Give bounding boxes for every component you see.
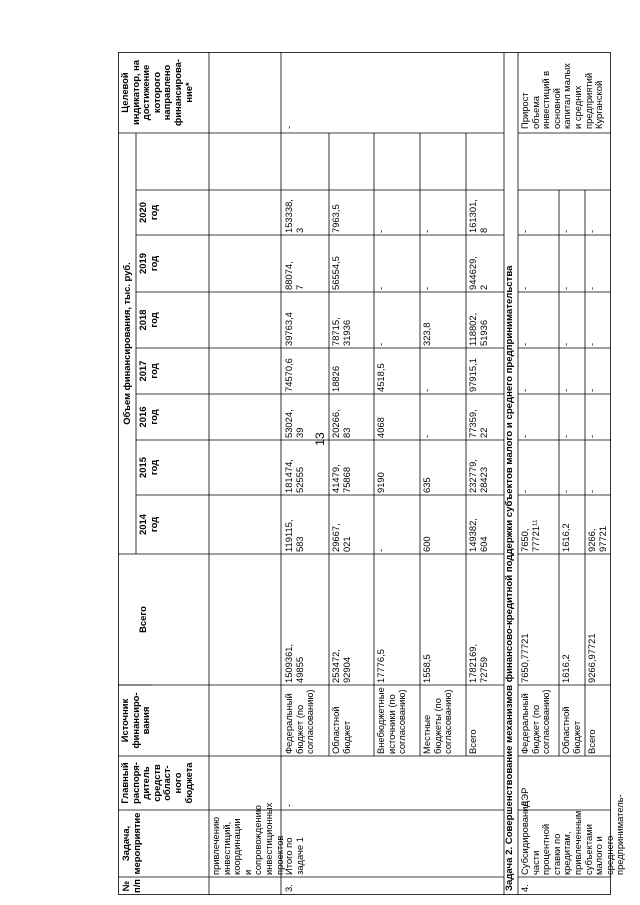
header-year: 2015 год (137, 457, 159, 478)
amount-cell: 1558,5 (421, 654, 432, 683)
header-indicator: Целевой индикатор, на достижение которого направлено финансирова- ние* (119, 59, 194, 126)
task2-title: Задача 2. Совершенствование механизмов финансово-кредитной поддержки субъектов малого и среднего предпринимательства (504, 265, 515, 891)
amount-cell: 18826 (330, 365, 341, 392)
rotated-table (118, 52, 626, 895)
funding-source-cell: Местные бюджеты (по согласованию) (421, 689, 454, 754)
amount-cell: 53024, 39 (283, 409, 305, 438)
header-year: 2018 год (137, 309, 159, 331)
amount-cell: - (519, 342, 530, 346)
row4-number: 4. (519, 884, 530, 892)
amount-cell: - (421, 286, 432, 290)
amount-cell: 1509361, 49855 (283, 643, 305, 683)
amount-cell: 78715, 31936 (330, 317, 352, 346)
amount-cell: 153338, 3 (283, 199, 305, 233)
amount-cell: - (375, 229, 386, 233)
amount-cell: - (586, 434, 597, 438)
row4-task: Субсидирование части процентной ставки по кредитам, привлеченным субъектами малого и среднего предприниматель- (519, 794, 626, 875)
amount-cell: 600 (421, 536, 432, 552)
funding-source-cell: Областной бюджет (330, 706, 352, 754)
row4-manager: ДЭР (519, 787, 530, 807)
amount-cell: - (519, 434, 530, 438)
amount-cell: - (519, 489, 530, 493)
amount-cell: - (421, 434, 432, 438)
header-manager: Главный распоря- дитель средств област- ного бюджета (119, 762, 194, 804)
amount-cell: 149382, 604 (467, 518, 489, 552)
amount-cell: 4068 (375, 417, 386, 438)
amount-cell: 1782169, 72759 (467, 643, 489, 683)
header-total: Всего (137, 606, 148, 633)
amount-cell: - (421, 388, 432, 392)
amount-cell: 944629, 2 (467, 256, 489, 290)
amount-cell: - (560, 388, 571, 392)
amount-cell: 7650,77721 (519, 633, 530, 683)
amount-cell: 41479, 75868 (330, 464, 352, 493)
amount-cell: - (560, 434, 571, 438)
amount-cell: - (586, 489, 597, 493)
amount-cell: - (586, 342, 597, 346)
amount-cell: 232779, 28423 (467, 459, 489, 493)
funding-source-cell: Всего (586, 729, 597, 754)
amount-cell: 77359, 22 (467, 409, 489, 438)
amount-cell: - (586, 388, 597, 392)
amount-cell: - (560, 229, 571, 233)
header-number: № п/п (120, 879, 142, 893)
amount-cell: - (375, 286, 386, 290)
row3-manager: - (283, 803, 294, 807)
funding-source-cell: Внебюджетные источники (по согласованию) (375, 687, 408, 754)
amount-cell: 181474, 52555 (283, 459, 305, 493)
amount-cell: - (519, 286, 530, 290)
amount-cell: - (560, 489, 571, 493)
funding-source-cell: Всего (467, 729, 478, 754)
header-year: 2020 год (137, 202, 159, 223)
row3-indicator: - (283, 125, 294, 129)
amount-cell: 1616,2 (560, 654, 571, 683)
amount-cell: - (421, 229, 432, 233)
amount-cell: - (560, 286, 571, 290)
amount-cell: 253472, 92904 (330, 649, 352, 683)
header-task: Задача, мероприятие (120, 812, 142, 875)
amount-cell: - (519, 388, 530, 392)
funding-source-cell: Федеральный бюджет (по согласованию) (519, 689, 552, 754)
amount-cell: 20266, 83 (330, 409, 352, 438)
amount-cell: 9266,97721 (586, 633, 597, 683)
amount-cell: 88074, 7 (283, 261, 305, 290)
amount-cell: 17776,5 (375, 649, 386, 683)
header-source: Источник финансиро- вания (119, 692, 152, 749)
amount-cell: 39763,4 (283, 312, 294, 346)
row4-indicator: Прирост объема инвестиций в основной капитал малых и средних предприятий Курганской (519, 63, 605, 129)
amount-cell: 9190 (375, 472, 386, 493)
amount-cell: - (586, 286, 597, 290)
funding-source-cell: Областной бюджет (560, 706, 582, 754)
amount-cell: 29667, 021 (330, 523, 352, 552)
amount-cell: 119115, 583 (283, 519, 305, 552)
amount-cell: 4518,5 (375, 363, 386, 392)
amount-cell: - (586, 229, 597, 233)
amount-cell: - (375, 342, 386, 346)
amount-cell: 9266, 97721 (586, 525, 608, 552)
header-year: 2016 год (137, 406, 159, 428)
header-year: 2017 год (137, 360, 159, 382)
amount-cell: 1616,2 (560, 523, 571, 552)
funding-source-cell: Федеральный бюджет (по согласованию) (283, 689, 316, 754)
amount-cell: 56554,5 (330, 256, 341, 290)
amount-cell: - (560, 342, 571, 346)
amount-cell: - (519, 229, 530, 233)
amount-cell: 161301, 8 (467, 199, 489, 233)
row3-number: 3. (283, 884, 294, 892)
cont-task: привлечению инвестиций, координации и сопровождению инвестиционных проектов (210, 802, 285, 875)
header-volume: Объем финансирования, тыс. руб. (121, 262, 132, 425)
page-number: 13 (313, 432, 327, 446)
amount-cell: 7963,5 (330, 204, 341, 233)
amount-cell: 97915,1 (467, 358, 478, 392)
row3-task: Итого по задаче 1 (283, 837, 305, 875)
amount-cell: 323,8 (421, 322, 432, 346)
amount-cell: - (375, 548, 386, 552)
amount-cell: 635 (421, 477, 432, 493)
header-year: 2014 год (137, 514, 159, 535)
amount-cell: 7650, 77721¹¹ (519, 519, 541, 552)
amount-cell: 74570,6 (283, 358, 294, 392)
amount-cell: 118802, 51936 (467, 312, 489, 346)
header-year: 2019 год (137, 253, 159, 274)
